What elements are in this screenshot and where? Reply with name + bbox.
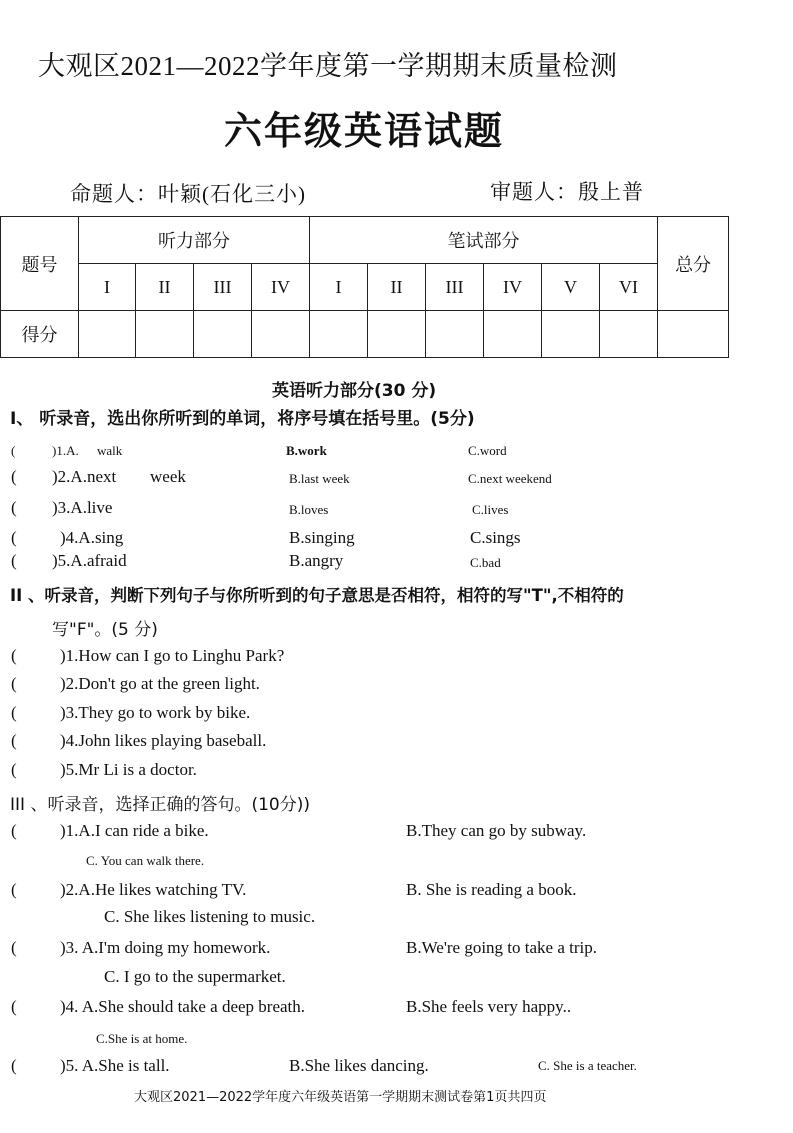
option-b: B.last week xyxy=(289,471,350,486)
score-cell[interactable] xyxy=(310,311,368,358)
answer-paren[interactable]: ( xyxy=(11,528,17,547)
answer-paren[interactable]: ( xyxy=(11,1056,17,1075)
answer-paren[interactable]: ( xyxy=(11,760,17,779)
question-no-header: 题号 xyxy=(1,217,79,311)
item-number: )2.A.next xyxy=(52,467,117,486)
item-number: )1.A. xyxy=(52,443,79,458)
option-c: C. You can walk there. xyxy=(86,853,205,868)
answer-paren[interactable]: ( xyxy=(11,443,16,458)
part2-heading-cont: 写"F"。(5 分) xyxy=(52,620,158,640)
option-a: )1.A.I can ride a bike. xyxy=(60,821,209,840)
listening-header: 听力部分 xyxy=(79,217,310,264)
item-number: )4.A.sing xyxy=(60,528,124,547)
score-cell[interactable] xyxy=(426,311,484,358)
statement-text: )2.Don't go at the green light. xyxy=(60,674,260,693)
answer-paren[interactable]: ( xyxy=(11,997,17,1016)
answer-paren[interactable]: ( xyxy=(11,646,17,665)
subject-title: 六年级英语试题 xyxy=(224,111,505,153)
total-header: 总分 xyxy=(658,217,729,311)
score-cell[interactable] xyxy=(136,311,194,358)
score-table xyxy=(0,216,729,358)
written-col-3: III xyxy=(426,264,484,311)
written-col-2: II xyxy=(368,264,426,311)
listening-col-2: II xyxy=(136,264,194,311)
item-number: )3.A.live xyxy=(52,498,113,517)
part3-heading: III 、听录音，选择正确的答句。(10分)) xyxy=(10,795,310,815)
statement-text: )3.They go to work by bike. xyxy=(60,703,251,722)
listening-col-1: I xyxy=(79,264,136,311)
answer-paren[interactable]: ( xyxy=(11,498,17,517)
option-b: B. She is reading a book. xyxy=(406,880,577,899)
answer-paren[interactable]: ( xyxy=(11,703,17,722)
statement-text: )4.John likes playing baseball. xyxy=(60,731,267,750)
reviewer-line: 审题人：殷上普 xyxy=(490,180,644,204)
option-a: )5. A.She is tall. xyxy=(60,1056,170,1075)
score-cell[interactable] xyxy=(79,311,136,358)
part1-heading: I、 听录音，选出你所听到的单词，将序号填在括号里。(5分) xyxy=(10,409,475,429)
score-cell[interactable] xyxy=(368,311,426,358)
listening-section-title: 英语听力部分(30 分) xyxy=(272,381,437,401)
option-a: )2.A.He likes watching TV. xyxy=(60,880,247,899)
statement-text: )1.How can I go to Linghu Park? xyxy=(60,646,285,665)
option-c: C. She likes listening to music. xyxy=(104,907,316,926)
option-c: C.lives xyxy=(472,502,509,517)
score-cell[interactable] xyxy=(542,311,600,358)
answer-paren[interactable]: ( xyxy=(11,821,17,840)
listening-col-4: IV xyxy=(252,264,310,311)
item-number: )5.A.afraid xyxy=(52,551,127,570)
exam-title: 大观区2021—2022学年度第一学期期末质量检测 xyxy=(38,51,618,81)
written-col-6: VI xyxy=(600,264,658,311)
option-c: C.next weekend xyxy=(468,471,552,486)
option-c: C.word xyxy=(468,443,507,458)
score-cell[interactable] xyxy=(600,311,658,358)
option-c: C. She is a teacher. xyxy=(538,1058,637,1073)
written-col-4: IV xyxy=(484,264,542,311)
option-b: B.She feels very happy.. xyxy=(406,997,572,1016)
answer-paren[interactable]: ( xyxy=(11,731,17,750)
listening-col-3: III xyxy=(194,264,252,311)
score-cell[interactable] xyxy=(484,311,542,358)
part2-heading: II 、听录音，判断下列句子与你所听到的句子意思是否相符，相符的写"T",不相符的 xyxy=(10,586,624,605)
author-line: 命题人：叶颖(石化三小) xyxy=(70,182,306,206)
score-cell[interactable] xyxy=(252,311,310,358)
option-a: walk xyxy=(97,443,123,458)
option-b: B.They can go by subway. xyxy=(406,821,587,840)
answer-paren[interactable]: ( xyxy=(11,880,17,899)
written-header: 笔试部分 xyxy=(310,217,658,264)
option-c: C.bad xyxy=(470,555,501,570)
written-col-5: V xyxy=(542,264,600,311)
option-b: B.work xyxy=(286,443,327,458)
page-footer: 大观区2021—2022学年度六年级英语第一学期期末测试卷第1页共四页 xyxy=(134,1090,547,1105)
answer-paren[interactable]: ( xyxy=(11,674,17,693)
option-a: )4. A.She should take a deep breath. xyxy=(60,997,306,1016)
option-b: B.We're going to take a trip. xyxy=(406,938,598,957)
option-c: C.She is at home. xyxy=(96,1031,188,1046)
answer-paren[interactable]: ( xyxy=(11,467,17,486)
option-a: week xyxy=(150,467,186,486)
answer-paren[interactable]: ( xyxy=(11,551,17,570)
option-c: C.sings xyxy=(470,528,521,547)
answer-paren[interactable]: ( xyxy=(11,938,17,957)
score-cell[interactable] xyxy=(658,311,729,358)
option-b: B.She likes dancing. xyxy=(289,1056,429,1075)
option-a: )3. A.I'm doing my homework. xyxy=(60,938,271,957)
written-col-1: I xyxy=(310,264,368,311)
score-row-label: 得分 xyxy=(1,311,79,358)
statement-text: )5.Mr Li is a doctor. xyxy=(60,760,197,779)
score-cell[interactable] xyxy=(194,311,252,358)
option-b: B.singing xyxy=(289,528,355,547)
option-b: B.angry xyxy=(289,551,344,570)
option-c: C. I go to the supermarket. xyxy=(104,967,286,986)
option-b: B.loves xyxy=(289,502,329,517)
